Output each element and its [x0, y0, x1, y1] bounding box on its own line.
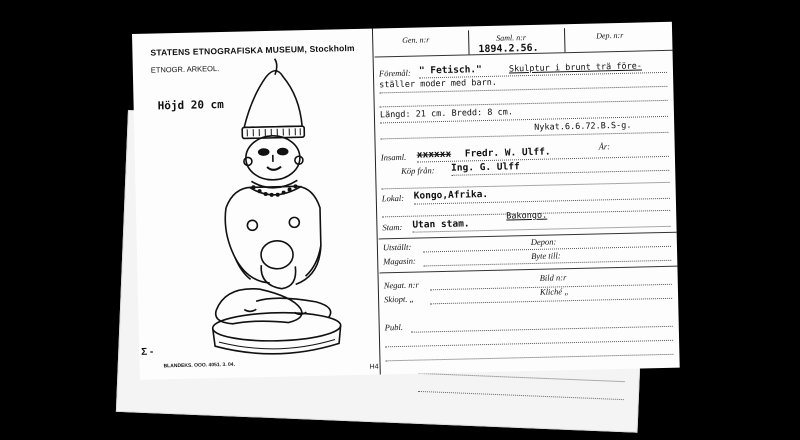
rule [385, 340, 673, 348]
print-line: BLANDEKS. OOO. 4051. 3. 04. [163, 361, 236, 370]
rule [430, 298, 672, 304]
foremal-description: Skulptur i brunt trä före- [508, 61, 643, 75]
byte-label: Byte till: [531, 250, 561, 262]
rule [382, 182, 670, 190]
department-label: ETNOGR. ARKEOL. [150, 64, 220, 75]
insaml-label: Insaml. [380, 151, 407, 163]
nykat-note: Nykat.6.6.72.B.S-g. [534, 120, 632, 133]
figure-drawing [191, 54, 388, 360]
foremal-value: " Fetisch." [418, 64, 482, 77]
saml-nr-label: Saml. n:r [496, 33, 527, 43]
rule [385, 354, 673, 362]
rule [380, 100, 668, 108]
foremal-description-cont: ställer moder med barn. [379, 77, 498, 91]
rule [411, 326, 673, 333]
rule [423, 260, 671, 267]
lokal-label: Lokal: [381, 192, 405, 204]
header-divider [468, 30, 470, 54]
utstallt-label: Utställt: [382, 241, 412, 253]
bild-label: Bild n:r [539, 272, 567, 283]
stam-value: Utan stam. [412, 218, 470, 231]
illustration-panel [132, 29, 378, 380]
kliche-label: Kliché „ [539, 286, 570, 297]
height-note: Höjd 20 cm [157, 97, 225, 113]
dep-nr-label: Dep. n:r [596, 30, 624, 41]
stam-label: Stam: [382, 221, 403, 233]
magasin-label: Magasin: [383, 255, 416, 267]
depon-label: Depon: [530, 236, 557, 248]
catalog-card [132, 22, 680, 380]
edge-fragment: Σ - [141, 346, 154, 358]
ar-label: År: [598, 141, 611, 152]
skiopt-label: Skiopt. „ [383, 293, 415, 305]
publ-label: Publ. [384, 321, 404, 333]
kop-value: Ing. G. Ulff [451, 161, 520, 174]
kop-label: Köp från: [401, 165, 435, 176]
foremal-label: Föremål: [378, 67, 411, 79]
section-rule [379, 232, 677, 240]
section-rule [379, 266, 677, 274]
insaml-struck: xxxxxx [416, 148, 452, 161]
record-fields [369, 22, 680, 375]
saml-nr-value: 1894.2.56. [478, 42, 539, 56]
stam-extra: Bakongo. [506, 210, 548, 222]
gen-nr-label: Gen. n:r [402, 35, 430, 45]
insaml-value: Fredr. W. Ulff. [464, 146, 551, 160]
rule [380, 132, 668, 140]
negat-label: Negat. n:r [383, 279, 419, 291]
dimensions: Längd: 21 cm. Bredd: 8 cm. [379, 107, 514, 121]
museum-name: STATENS ETNOGRAFISKA MUSEUM, Stockholm [150, 42, 355, 58]
header-divider [564, 28, 566, 52]
lokal-value: Kongo,Afrika. [413, 188, 489, 202]
corner-mark: H4 [369, 363, 379, 371]
